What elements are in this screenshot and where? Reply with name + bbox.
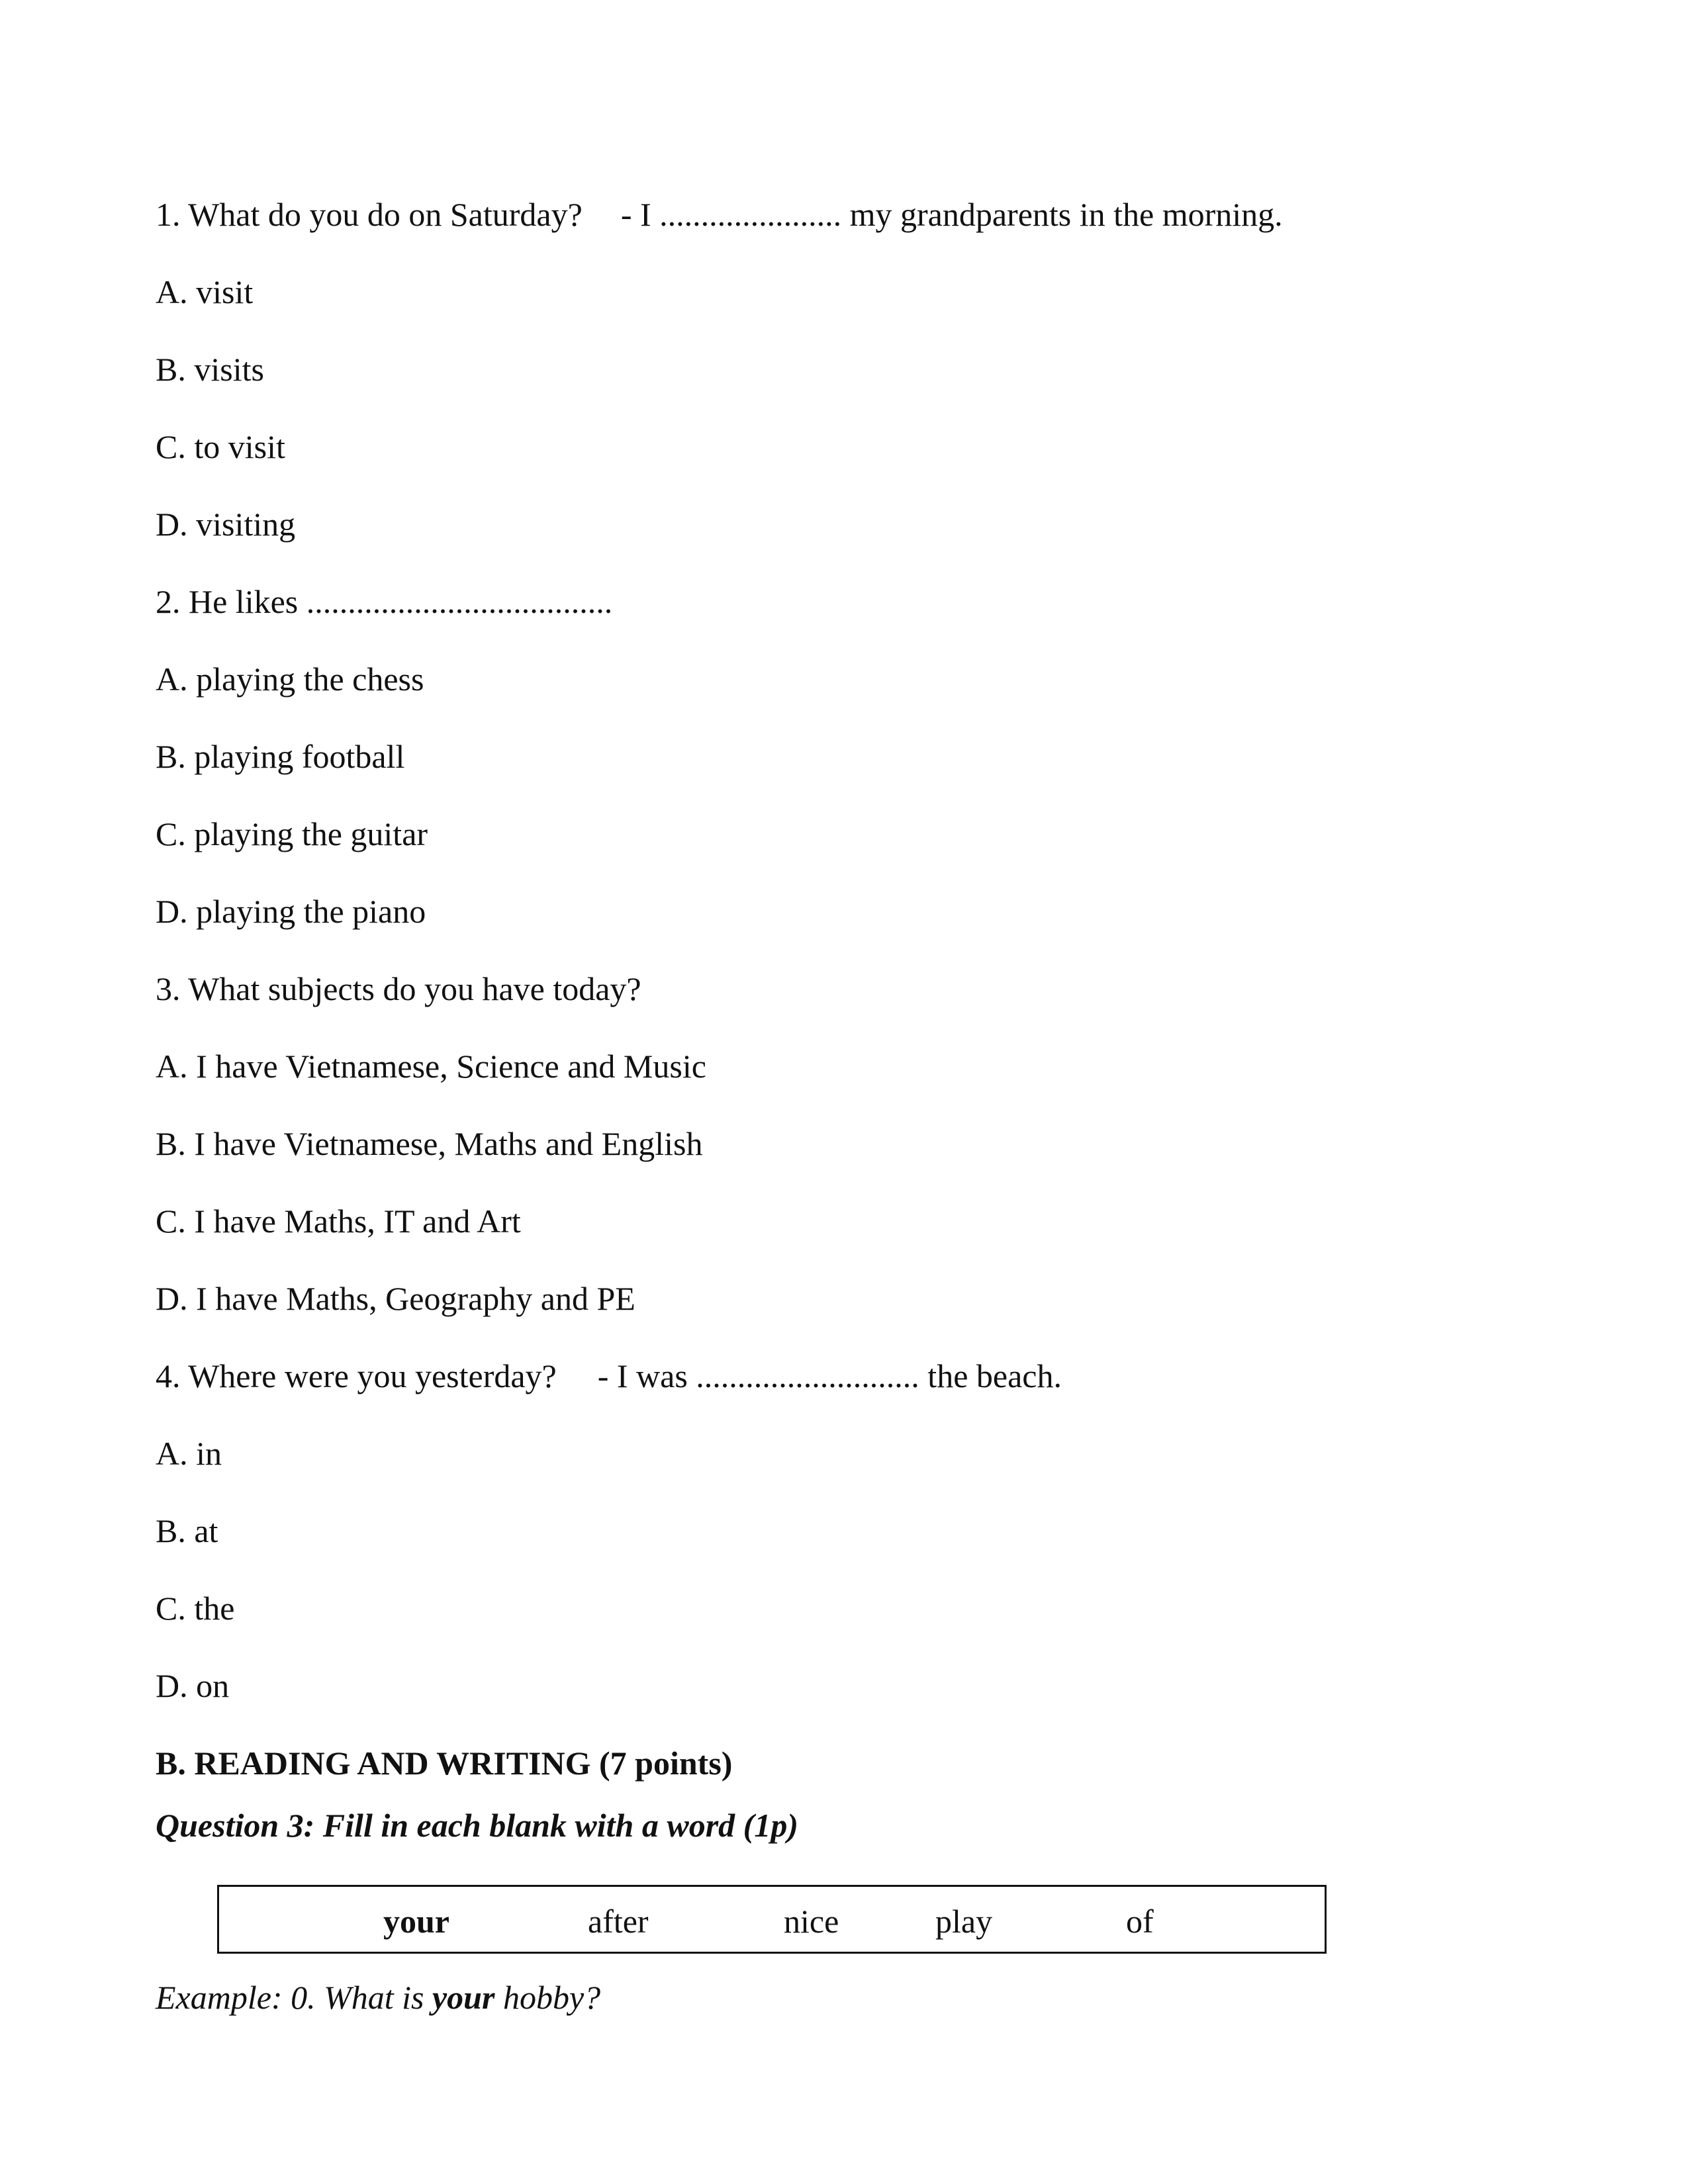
question-2-option-a: A. playing the chess [156,660,424,698]
word-bank-item: nice [784,1903,839,1940]
question-1-option-a: A. visit [156,273,254,310]
example-sentence [156,1978,600,2017]
question-3-option-c: C. I have Maths, IT and Art [156,1203,521,1240]
question-2-option-d: D. playing the piano [156,893,426,930]
question-4 [156,1356,1062,1396]
example-answer: your [432,1979,495,2016]
question-2-option-b: B. playing football [156,738,405,775]
word-bank-item: of [1126,1903,1154,1940]
question-1-stem: 1. What do you do on Saturday? [156,196,583,233]
section-b-title: B. READING AND WRITING (7 points) [156,1745,733,1782]
question-2-option-c: C. playing the guitar [156,815,428,852]
question-1-option-c: C. to visit [156,428,285,465]
question-3-fill-title: Question 3: Fill in each blank with a word (1p) [156,1807,798,1844]
word-bank-item: after [588,1903,649,1940]
question-1-answer-line: - I ...................... my grandparents in the morning. [620,196,1283,233]
question-3-option-b: B. I have Vietnamese, Maths and English [156,1125,703,1162]
question-4-option-b: B. at [156,1512,218,1549]
question-1-option-d: D. visiting [156,506,296,543]
question-4-stem: 4. Where were you yesterday? [156,1357,557,1394]
question-3-stem: 3. What subjects do you have today? [156,970,641,1007]
word-bank-item: your [383,1903,449,1940]
question-1 [156,195,1283,234]
question-3-option-d: D. I have Maths, Geography and PE [156,1280,635,1317]
question-4-option-d: D. on [156,1667,230,1704]
question-2-stem: 2. He likes ..................................... [156,583,613,620]
question-4-option-c: C. the [156,1590,235,1627]
question-3-option-a: A. I have Vietnamese, Science and Music [156,1048,706,1085]
question-4-answer-line: - I was ........................... the beach. [597,1357,1062,1394]
word-bank-item: play [935,1903,993,1940]
question-1-option-b: B. visits [156,351,264,388]
example-suffix: hobby? [494,1979,601,2016]
question-4-option-a: A. in [156,1435,222,1472]
word-bank-box [217,1885,1327,1954]
example-prefix: Example: 0. What is [156,1979,432,2016]
